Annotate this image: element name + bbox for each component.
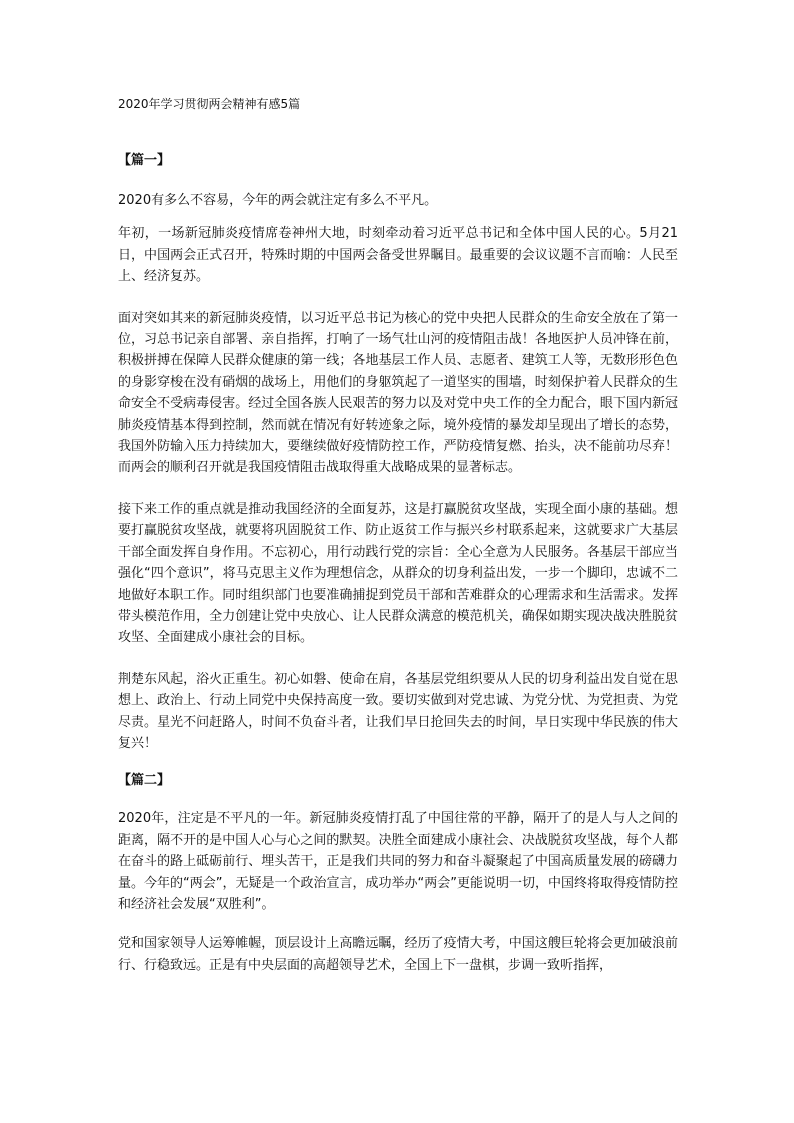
section-heading-1: 【篇一】 <box>118 153 171 168</box>
paragraph: 2020年，注定是不平凡的一年。新冠肺炎疫情打乱了中国往常的平静，隔开了的是人与人之间的距离，隔不开的是中国人心与心之间的默契。决胜全面建成小康社会、决战脱贫攻坚战，每个人都在奋斗的路上砥砺前行、埋头苦干，正是我们共同的努力和奋斗凝聚起了中国高质量发展的磅礴力量。今年的“两会”，无疑是一个政治宣言，成功举办“两会”更能说明一切，中国终将取得疫情防控和经济社会发展“双胜利”。 <box>118 811 678 912</box>
paragraph: 2020有多么不容易，今年的两会就注定有多么不平凡。 <box>118 193 438 208</box>
document-page <box>118 96 678 976</box>
paragraph: 接下来工作的重点就是推动我国经济的全面复苏，这是打赢脱贫攻坚战，实现全面小康的基础。想要打赢脱贫攻坚战，就要将巩固脱贫工作、防止返贫工作与振兴乡村联系起来，这就要求广大基层干部全面发挥自身作用。不忘初心，用行动践行党的宗旨：全心全意为人民服务。各基层干部应当强化“四个意识”，将马克思主义作为理想信念，从群众的切身利益出发，一步一个脚印，忠诚不二地做好本职工作。同时组织部门也要准确捕捉到党员干部和苦难群众的心理需求和生活需求。发挥带头模范作用，全力创建让党中央放心、让人民群众满意的模范机关，确保如期实现决战决胜脱贫攻坚、全面建成小康社会的目标。 <box>118 501 678 646</box>
section-heading-2: 【篇二】 <box>118 773 171 789</box>
paragraph: 面对突如其来的新冠肺炎疫情，以习近平总书记为核心的党中央把人民群众的生命安全放在了第一位，习总书记亲自部署、亲自指挥，打响了一场气壮山河的疫情阻击战！各地医护人员冲锋在前，积极拼搏在保障人民群众健康的第一线；各地基层工作人员、志愿者、建筑工人等，无数形形色色的身影穿梭在没有硝烟的战场上，用他们的身躯筑起了一道坚实的围墙，时刻保护着人民群众的生命安全不受病毒侵害。经过全国各族人民艰苦的努力以及对党中央工作的全力配合，眼下国内新冠肺炎疫情基本得到控制，然而就在情况有好转迹象之际，境外疫情的暴发却呈现出了增长的态势，我国外防输入压力持续加大，要继续做好疫情防控工作，严防疫情复燃、抬头，决不能前功尽弃！而两会的顺利召开就是我国疫情阻击战取得重大战略成果的显著标志。 <box>118 310 678 476</box>
paragraph: 年初，一场新冠肺炎疫情席卷神州大地，时刻牵动着习近平总书记和全体中国人民的心。5月21日，中国两会正式召开，特殊时期的中国两会备受世界瞩目。最重要的会议议题不言而喻：人民至上、经济复苏。 <box>118 226 678 285</box>
paragraph: 党和国家领导人运筹帷幄，顶层设计上高瞻远瞩，经历了疫情大考，中国这艘巨轮将会更加破浪前行、行稳致远。正是有中央层面的高超领导艺术，全国上下一盘棋，步调一致听指挥， <box>118 936 678 973</box>
document-title: 2020年学习贯彻两会精神有感5篇 <box>118 97 301 111</box>
paragraph: 荆楚东风起，浴火正重生。初心如磐、使命在肩，各基层党组织要从人民的切身利益出发自觉在思想上、政治上、行动上同党中央保持高度一致。要切实做到对党忠诚、为党分忧、为党担责、为党尽责。星光不问赶路人，时间不负奋斗者，让我们早日抢回失去的时间，早日实现中华民族的伟大复兴！ <box>118 671 678 751</box>
